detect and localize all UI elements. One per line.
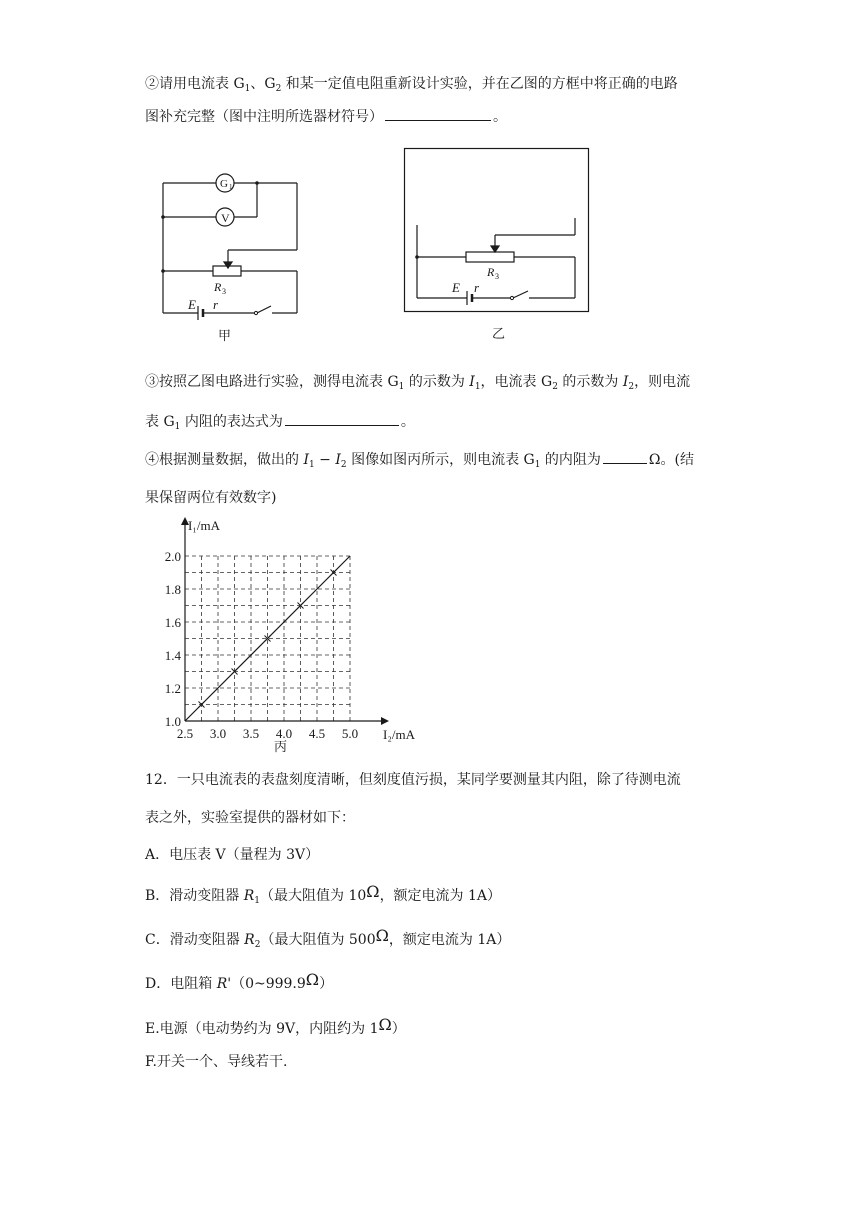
- q12-option-a: A．电压表 V（量程为 3V）: [145, 847, 320, 863]
- x-tick-label: 3.0: [209, 726, 227, 741]
- answer-blank[interactable]: [603, 449, 647, 464]
- x-tick-label: 5.0: [341, 726, 359, 741]
- x-tick-label: 4.0: [275, 726, 293, 741]
- q11-part2-line2: 图补充完整（图中注明所选器材符号） 。: [145, 106, 507, 127]
- internal-r-label-yi: r: [474, 280, 480, 295]
- q11-part2-line1: ②请用电流表 $G_1$、$G_2$ 和某一定值电阻重新设计实验，并在乙图的方框中将正确的电路: [145, 76, 678, 94]
- answer-blank[interactable]: [385, 106, 491, 121]
- q12-option-f: F.开关一个、导线若干.: [145, 1054, 288, 1070]
- g1-label: G: [220, 178, 228, 190]
- q11-part3-line1: ③按照乙图电路进行实验，测得电流表 $G_1$ 的示数为 $I_1$，电流表 $G_2$ 的示数为 $I_2$，则电流: [145, 374, 691, 392]
- x-tick-label: 4.5: [308, 726, 326, 741]
- circuit-diagram-jia: [150, 165, 310, 345]
- q11-part4-line1: ④根据测量数据，做出的 $I_1 - I_2$ 图像如图丙所示，则电流表 $G_1$ 的内阻为 Ω。(结: [145, 449, 694, 475]
- y-tick-label: 1.2: [164, 681, 181, 696]
- fig-jia-label: 甲: [218, 328, 232, 343]
- emf-label: E: [188, 297, 196, 312]
- emf-label-yi: E: [452, 280, 460, 295]
- q12-option-c: C．滑动变阻器 $R_2$（最大阻值为 500Ω，额定电流为 1A）: [145, 926, 511, 950]
- fig-bing-label: 丙: [274, 739, 288, 754]
- x-tick-label: 2.5: [176, 726, 194, 741]
- fig-yi-label: 乙: [492, 326, 506, 341]
- q11-part3-line2: 表 $G_1$ 内阻的表达式为 。: [145, 411, 415, 437]
- v-label: V: [221, 211, 230, 225]
- y-axis-label: I₁/mA: [188, 518, 220, 533]
- y-tick-label: 1.0: [164, 714, 181, 729]
- chart-bing: [140, 515, 440, 760]
- q12-intro-line1: 12．一只电流表的表盘刻度清晰，但刻度值污损，某同学要测量其内阻，除了待测电流: [145, 772, 681, 788]
- q12-intro-line2: 表之外，实验室提供的器材如下：: [145, 810, 355, 826]
- svg-text:3: 3: [222, 287, 226, 296]
- r3-label-yi: R: [487, 265, 495, 279]
- y-tick-label: 1.6: [164, 615, 181, 630]
- x-tick-label: 3.5: [242, 726, 260, 741]
- y-tick-label: 2.0: [164, 549, 181, 564]
- r3-label: R: [214, 280, 222, 294]
- q11-part4-line2: 果保留两位有效数字): [145, 490, 277, 506]
- y-tick-label: 1.8: [164, 582, 181, 597]
- svg-text:3: 3: [495, 272, 499, 281]
- q12-option-d: D．电阻箱 R'（0~999.9Ω）: [145, 970, 334, 992]
- svg-text:1: 1: [229, 183, 233, 191]
- answer-blank[interactable]: [285, 411, 399, 426]
- q12-option-e: E.电源（电动势约为 9V，内阻约为 1Ω）: [145, 1015, 406, 1037]
- y-tick-label: 1.4: [164, 648, 181, 663]
- q12-option-b: B．滑动变阻器 $R_1$（最大阻值为 10Ω，额定电流为 1A）: [145, 882, 502, 906]
- internal-r-label: r: [213, 297, 219, 312]
- x-axis-label: I₂/mA: [383, 727, 415, 742]
- circuit-diagram-yi: [400, 145, 600, 345]
